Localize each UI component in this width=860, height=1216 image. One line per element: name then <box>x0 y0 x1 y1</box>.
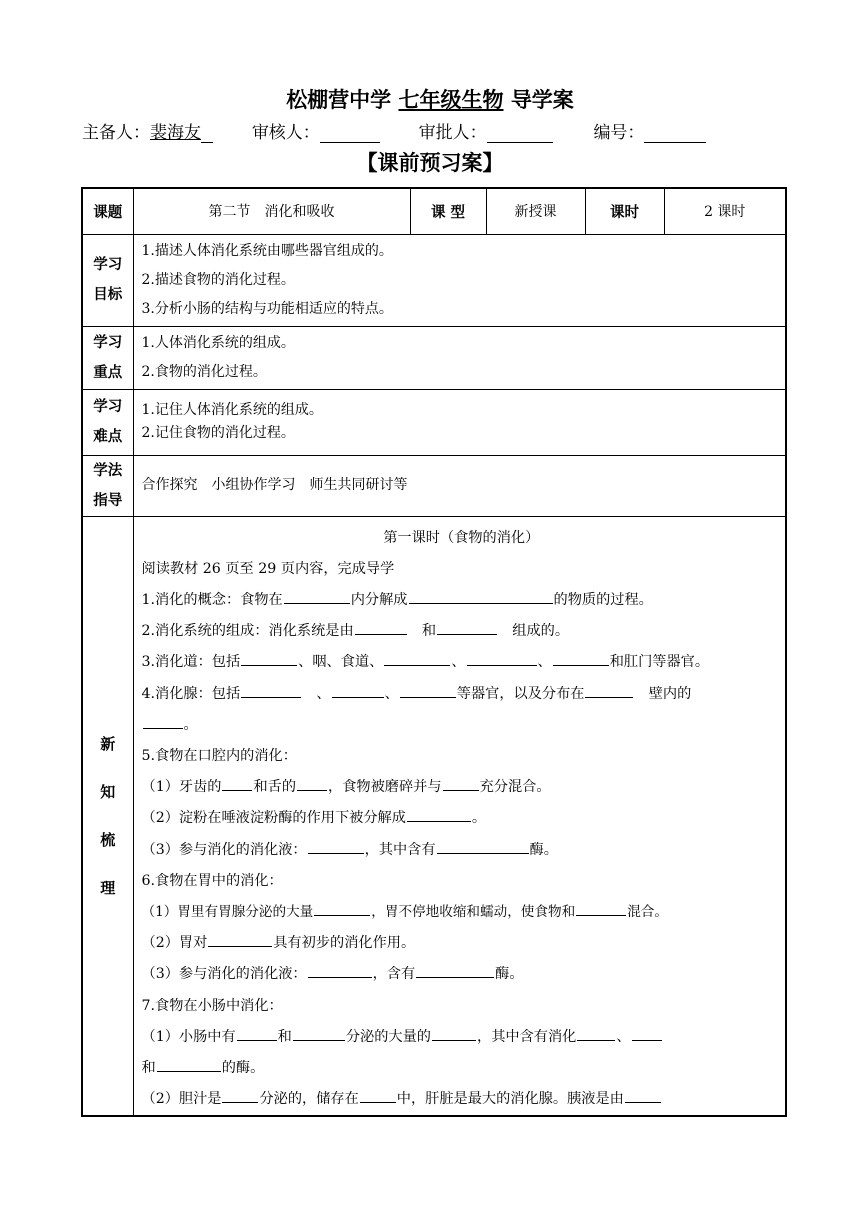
method-row <box>82 455 786 516</box>
goals-content <box>133 234 786 326</box>
reviewer-label: 审核人： <box>251 123 320 143</box>
blank[interactable] <box>293 1024 345 1041</box>
preparer-label: 主备人： <box>82 123 150 143</box>
document-title <box>0 84 860 114</box>
number-blank[interactable] <box>644 124 706 143</box>
goal-item: 2.描述食物的消化过程。 <box>141 271 295 288</box>
difficulty-item: 1.记住人体消化系统的组成。 <box>141 401 323 418</box>
type-value: 新授课 <box>486 188 585 234</box>
difficulty-item: 2.记住食物的消化过程。 <box>141 424 295 441</box>
question-7-1-cont: 和 的酶。 <box>142 1053 782 1084</box>
difficulty-row <box>82 389 786 455</box>
focus-item: 1.人体消化系统的组成。 <box>141 334 295 351</box>
blank[interactable] <box>297 774 327 791</box>
topic-value: 第二节 消化和吸收 <box>133 188 410 234</box>
approver-blank[interactable] <box>487 124 553 143</box>
blank[interactable] <box>208 930 272 947</box>
difficulty-content <box>133 389 786 455</box>
blank[interactable] <box>360 1086 396 1103</box>
blank[interactable] <box>308 961 372 978</box>
method-label: 学法 指导 <box>82 455 133 516</box>
preparer-name: 裴海友 <box>150 123 201 143</box>
blank[interactable] <box>157 1055 221 1072</box>
blank[interactable] <box>308 837 364 854</box>
blank[interactable] <box>222 774 252 791</box>
question-6-2: （2）胃对 具有初步的消化作用。 <box>142 928 782 959</box>
number-label: 编号： <box>593 123 645 143</box>
question-1: 1.消化的概念：食物在 内分解成 的物质的过程。 <box>142 585 782 616</box>
blank[interactable] <box>432 1024 476 1041</box>
blank[interactable] <box>143 712 183 729</box>
blank[interactable] <box>576 899 626 916</box>
question-5-3: （3）参与消化的消化液： ，其中含有 酶。 <box>142 835 782 866</box>
info-row <box>82 188 786 234</box>
question-5-1: （1）牙齿的 和舌的 ，食物被磨碎并与 充分混合。 <box>142 772 782 803</box>
blank[interactable] <box>437 618 497 635</box>
focus-row <box>82 326 786 389</box>
goal-item: 3.分析小肠的结构与功能相适应的特点。 <box>141 300 393 317</box>
blank[interactable] <box>443 774 479 791</box>
reviewer-blank[interactable] <box>320 124 380 143</box>
blank[interactable] <box>409 587 553 604</box>
blank[interactable] <box>400 681 456 698</box>
lesson-plan-table <box>81 187 787 1117</box>
lesson-title: 第一课时（食物的消化） <box>383 529 540 546</box>
blank[interactable] <box>237 1024 277 1041</box>
goals-row <box>82 234 786 326</box>
question-2: 2.消化系统的组成：消化系统是由 和 组成的。 <box>142 616 782 647</box>
question-5-2: （2）淀粉在唾液淀粉酶的作用下被分解成 。 <box>142 803 782 834</box>
approver-label: 审批人： <box>418 123 487 143</box>
question-4: 4.消化腺：包括 、 、 等器官，以及分布在 壁内的 <box>142 679 782 710</box>
goals-label: 学习 目标 <box>82 234 133 326</box>
question-7-1: （1）小肠中有 和 分泌的大量的 ，其中含有消化 、 <box>142 1022 782 1053</box>
blank[interactable] <box>632 1024 662 1041</box>
question-7: 7.食物在小肠中消化： <box>141 997 283 1014</box>
question-7-2: （2）胆汁是 分泌的，储存在 中，肝脏是最大的消化腺。胰液是由 <box>142 1084 782 1115</box>
question-6: 6.食物在胃中的消化： <box>141 872 283 889</box>
blank[interactable] <box>284 587 350 604</box>
question-6-1: （1）胃里有胃腺分泌的大量 ，胃不停地收缩和蠕动，使食物和 混合。 <box>142 897 782 928</box>
question-5: 5.食物在口腔内的消化： <box>141 747 297 764</box>
preparer-underline <box>201 124 213 143</box>
blank[interactable] <box>332 681 384 698</box>
hours-value: 2 课时 <box>664 188 786 234</box>
blank[interactable] <box>355 618 407 635</box>
difficulty-label: 学习 难点 <box>82 389 133 455</box>
blank[interactable] <box>553 649 609 666</box>
method-content: 合作探究 小组协作学习 师生共同研讨等 <box>133 455 786 516</box>
blank[interactable] <box>407 805 471 822</box>
blank[interactable] <box>241 649 297 666</box>
blank[interactable] <box>416 961 494 978</box>
goal-item: 1.描述人体消化系统由哪些器官组成的。 <box>141 242 393 259</box>
question-4-cont: 。 <box>142 710 782 741</box>
blank[interactable] <box>577 1024 615 1041</box>
question-6-3: （3）参与消化的消化液： ，含有 酶。 <box>142 959 782 990</box>
knowledge-row <box>82 516 786 1116</box>
blank[interactable] <box>585 681 633 698</box>
blank[interactable] <box>625 1086 661 1103</box>
reading-intro: 阅读教材 26 页至 29 页内容，完成导学 <box>141 560 395 577</box>
topic-label: 课题 <box>82 188 133 234</box>
school-name: 松棚营中学 <box>286 88 392 112</box>
blank[interactable] <box>384 649 450 666</box>
document-meta <box>82 118 782 143</box>
doc-type: 导学案 <box>510 88 574 112</box>
blank[interactable] <box>241 681 301 698</box>
focus-item: 2.食物的消化过程。 <box>141 363 267 380</box>
focus-content <box>133 326 786 389</box>
blank[interactable] <box>437 837 529 854</box>
type-label: 课 型 <box>410 188 486 234</box>
blank[interactable] <box>314 899 370 916</box>
section-title: 【课前预习案】 <box>356 151 504 175</box>
hours-label: 课时 <box>585 188 664 234</box>
blank[interactable] <box>222 1086 258 1103</box>
knowledge-content <box>133 516 786 1116</box>
blank[interactable] <box>467 649 537 666</box>
subject-name: 七年级生物 <box>398 88 504 112</box>
focus-label: 学习 重点 <box>82 326 133 389</box>
question-3: 3.消化道：包括 、咽、食道、 、 、 和肛门等器官。 <box>142 647 782 678</box>
knowledge-label: 新 知 梳 理 <box>82 516 133 1116</box>
